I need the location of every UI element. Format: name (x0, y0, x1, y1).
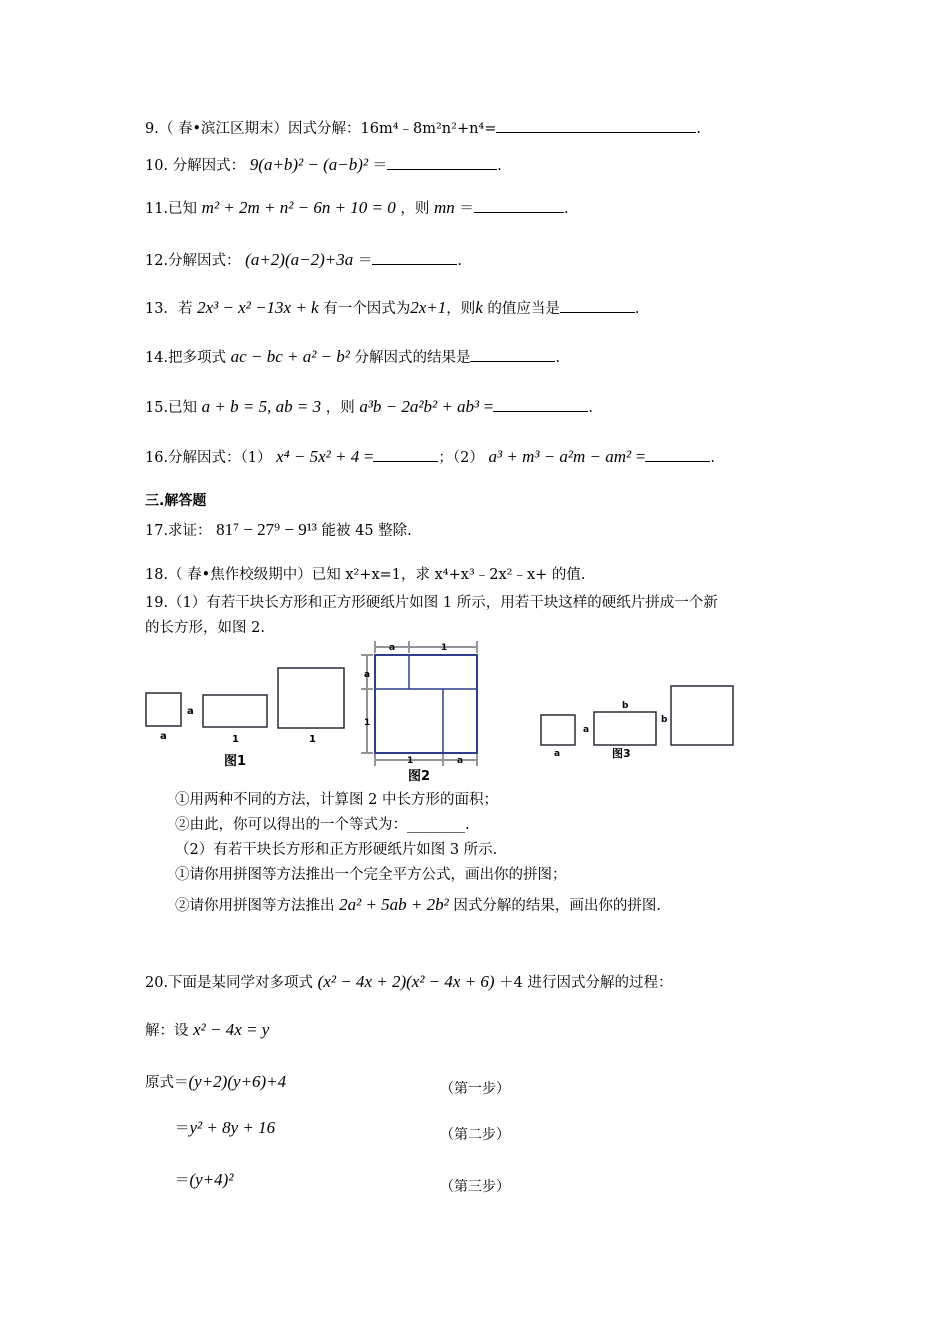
question-19-line1: 19.（1）有若干块长方形和正方形硬纸片如图 1 所示，用若干块这样的硬纸片拼成一个新 (145, 595, 718, 611)
q20-step-2: ＝y² + 8y + 16 (175, 1118, 276, 1137)
fig3-caption: 图3 (612, 747, 631, 760)
question-10: 10. 分解因式： 9(a+b)² − (a−b)² ＝ . (145, 155, 502, 174)
fig3-label-a-2: a (583, 725, 590, 735)
q20-substitution: x² − 4x = y (193, 1020, 270, 1039)
section-heading: 三.解答题 (145, 493, 207, 509)
question-14: 14.把多项式 ac − bc + a² − b² 分解因式的结果是 . (145, 347, 561, 366)
answer-blank (373, 447, 438, 462)
answer-blank (372, 250, 457, 265)
fig2-label-top-1: 1 (441, 643, 448, 653)
fig3-label-a-1: a (554, 749, 561, 759)
q13-expression: 2x³ − x² −13x + k (197, 298, 319, 317)
question-12: 12.分解因式： (a+2)(a−2)+3a ＝ . (145, 250, 462, 269)
q11-expression: m² + 2m + n² − 6n + 10 = 0 (201, 198, 396, 217)
question-18: 18.（ 春•焦作校级期中）已知 x²+x=1，求 x⁴+x³﹣2x²﹣x+ 的值. (145, 567, 586, 583)
q20-step-1-note: （第一步） (440, 1081, 510, 1097)
q19-item-1: ①用两种不同的方法，计算图 2 中长方形的面积； (175, 792, 498, 808)
fig2-label-bottom-a: a (457, 756, 464, 766)
q10-expression: 9(a+b)² − (a−b)² (249, 155, 369, 174)
fig3-label-b-1: b (622, 701, 629, 711)
q20-step-1: 原式＝(y+2)(y+6)+4 (145, 1072, 287, 1091)
question-16: 16.分解因式：（1） x⁴ − 5x² + 4 = ；（2） a³ + m³ − a²m − am² = . (145, 447, 715, 466)
fig2-label-top-a: a (389, 643, 396, 653)
q14-expression: ac − bc + a² − b² (230, 347, 350, 366)
fig1-caption: 图1 (224, 754, 247, 769)
fig2-label-left-1: 1 (364, 718, 371, 728)
question-20: 20.下面是某同学对多项式 (x² − 4x + 2)(x² − 4x + 6) ＋4 进行因式分解的过程： (145, 972, 673, 991)
answer-blank (496, 118, 696, 133)
fig2-label-left-a: a (364, 670, 371, 680)
answer-blank (474, 198, 564, 213)
figure-2 (361, 641, 477, 784)
figure-3 (541, 686, 733, 760)
question-13: 13．若 2x³ − x² −13x + k 有一个因式为2x+1，则k 的值应当是 . (145, 298, 640, 317)
q12-expression: (a+2)(a−2)+3a (245, 250, 354, 269)
q20-expression: (x² − 4x + 2)(x² − 4x + 6) (317, 972, 495, 991)
q16-expression-1: x⁴ − 5x² + 4 (276, 447, 360, 466)
q15-condition: a + b = 5, ab = 3 (201, 397, 322, 416)
q19-expression: 2a² + 5ab + 2b² (339, 895, 449, 914)
fig2-label-bottom-1: 1 (407, 756, 414, 766)
question-11: 11.已知 m² + 2m + n² − 6n + 10 = 0 ，则 mn ＝ . (145, 198, 569, 217)
figures-diagram (0, 635, 950, 785)
fig1-label-a-1: a (160, 731, 167, 742)
fig3-label-b-2: b (661, 715, 668, 725)
fig1-label-1-2: 1 (309, 734, 316, 745)
q17-expression: 81⁷ − 27⁹ − 9¹³ (216, 520, 317, 539)
q19-item-4: ①请你用拼图等方法推出一个完全平方公式，画出你的拼图； (175, 867, 567, 883)
q19-item-5: ②请你用拼图等方法推出 2a² + 5ab + 2b² 因式分解的结果，画出你的拼图. (175, 895, 661, 914)
q9-text: 9.（ 春•滨江区期末）因式分解：16m⁴﹣8m²n²+n⁴= (145, 121, 497, 137)
q20-solution-setup: 解：设 x² − 4x = y (145, 1020, 270, 1039)
question-17: 17.求证： 81⁷ − 27⁹ − 9¹³ 能被 45 整除. (145, 520, 412, 539)
q16-expression-2: a³ + m³ − a²m − am² (488, 447, 632, 466)
fig1-label-1-1: 1 (232, 734, 239, 745)
question-15: 15.已知 a + b = 5, ab = 3 ，则 a³b − 2a²b² + ab³ = . (145, 397, 593, 416)
q19-item-2: ②由此，你可以得出的一个等式为：________. (175, 817, 470, 833)
answer-blank (645, 447, 710, 462)
q15-expression: a³b − 2a²b² + ab³ (359, 397, 480, 416)
q20-step-3-note: （第三步） (440, 1179, 510, 1195)
question-9: 9.（ 春•滨江区期末）因式分解：16m⁴﹣8m²n²+n⁴= . (145, 118, 701, 139)
answer-blank (470, 347, 555, 362)
q20-step-3: ＝(y+4)² (175, 1170, 234, 1189)
answer-blank (560, 298, 635, 313)
question-19-line2: 的长方形，如图 2. (145, 620, 265, 636)
answer-blank (387, 155, 497, 170)
fig2-caption: 图2 (408, 769, 431, 784)
q20-step-2-note: （第二步） (440, 1127, 510, 1143)
answer-blank (493, 397, 588, 412)
q19-item-3: （2）有若干块长方形和正方形硬纸片如图 3 所示. (175, 842, 498, 858)
fig1-label-a-2: a (187, 706, 194, 717)
figure-1 (146, 668, 344, 769)
